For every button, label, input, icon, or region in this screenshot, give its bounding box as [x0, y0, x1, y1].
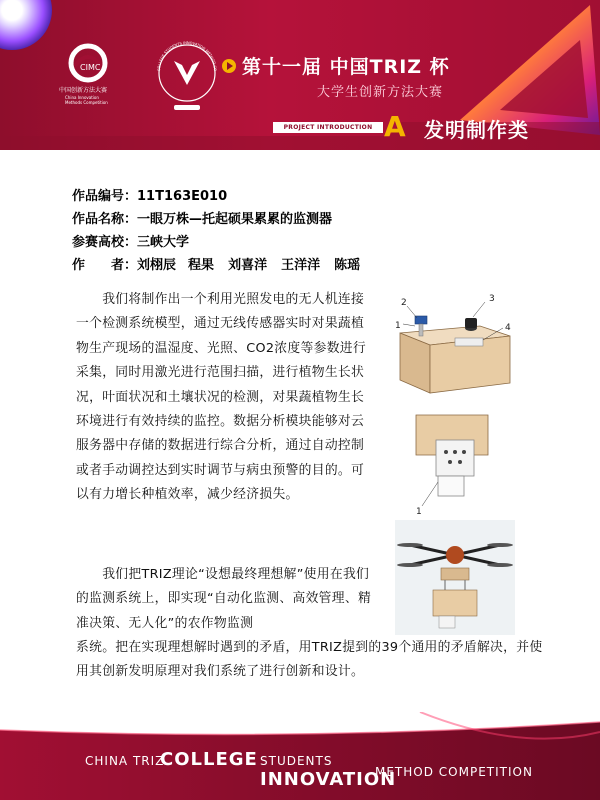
- project-introduction-tag: PROJECT INTRODUCTION: [273, 122, 383, 133]
- description-paragraph-2-start: 我们把TRIZ理论“设想最终理想解”使用在我们的监测系统上，即实现“自动化监测、高效管理、精准决策、无人化”的农作物监测: [76, 567, 372, 631]
- project-name-label: 作品名称：: [72, 212, 138, 227]
- drone-with-module-figure: [395, 520, 515, 635]
- school-row: [72, 231, 360, 254]
- competition-subtitle: 大学生创新方法大赛: [317, 85, 444, 100]
- category-label: 发明制作类: [424, 118, 529, 142]
- school-label: 参赛高校：: [72, 235, 138, 250]
- emblem-text: COLLEGE STUDENTS INNOVATION METHOD CO: [156, 40, 218, 72]
- cimc-logo: [55, 38, 145, 108]
- fig2-callout: 1: [416, 507, 422, 515]
- cimc-caption: 中国创新方法大赛: [59, 87, 108, 94]
- description-paragraph-1: 我们将制作出一个利用光照发电的无人机连接一个检测系统模型，通过无线传感器实时对果蔬植物生产现场的温湿度、光照、CO2浓度等参数进行采集，同时用激光进行范围扫描，进行植物生长状况，叶面状况和土壤状况的检测，对果蔬植物生长环境进行有效持续的监控。数据分析模块能够对云服务器中存储的数据进行综合分析，通过自动控制或者手动调控达到实时调节与病虫预警的目的。可以有力增长种植效率，减少经济损失。: [76, 292, 366, 503]
- project-info: [72, 185, 360, 277]
- project-id-label: 作品编号：: [72, 189, 138, 204]
- device-model-figure: [385, 288, 525, 408]
- cimc-logo-text: CIMC: [80, 63, 101, 72]
- fig1-callout: 3: [489, 294, 495, 304]
- authors-label-1: 作: [72, 258, 86, 273]
- footer-banner: [0, 712, 600, 800]
- project-name-value: 一眼万株—托起硕果累累的监测器: [137, 212, 333, 227]
- svg-text:COLLEGE STUDENTS INNOVATION ME: [152, 35, 217, 71]
- school-value: 三峡大学: [137, 235, 190, 250]
- footer-word-students: STUDENTS: [260, 754, 333, 768]
- fig1-callout: 4: [505, 323, 511, 333]
- category-letter: A: [384, 110, 406, 143]
- sensor-module-figure: [408, 410, 508, 515]
- project-name-row: [72, 208, 360, 231]
- competition-title: [222, 52, 450, 79]
- authors-label-2: 者：: [111, 258, 138, 273]
- header-banner: [0, 0, 600, 150]
- footer-word-china-triz: CHINA TRIZ: [85, 754, 165, 768]
- project-id-value: 11T163E010: [137, 189, 228, 204]
- play-icon: [222, 59, 236, 73]
- project-id-row: [72, 185, 360, 208]
- cimc-caption-en-1: China Innovation: [65, 95, 99, 100]
- author-name: 王洋洋: [281, 258, 321, 273]
- competition-emblem: [152, 35, 222, 115]
- fig1-callout: 2: [401, 298, 407, 308]
- author-name: 陈瑶: [334, 258, 361, 273]
- author-name: 刘喜洋: [228, 258, 268, 273]
- fig1-callout: 1: [395, 321, 401, 331]
- competition-title-text: 第十一届 中国TRIZ 杯: [242, 56, 450, 78]
- description-paragraph-2-end: 系统。把在实现理想解时遇到的矛盾，用TRIZ提到的39个通用的矛盾解决，并使用其创新发明原理对我们系统了进行创新和设计。: [76, 640, 543, 680]
- author-name: 程果: [188, 258, 215, 273]
- author-name: 刘栩辰: [137, 258, 177, 273]
- authors-row: [72, 254, 360, 277]
- decorative-circle: [0, 0, 52, 50]
- cimc-caption-en-2: Methods Competition: [65, 100, 108, 105]
- footer-word-college: COLLEGE: [160, 749, 258, 770]
- footer-word-method-competition: METHOD COMPETITION: [375, 765, 533, 779]
- footer-word-innovation: INNOVATION: [260, 769, 397, 790]
